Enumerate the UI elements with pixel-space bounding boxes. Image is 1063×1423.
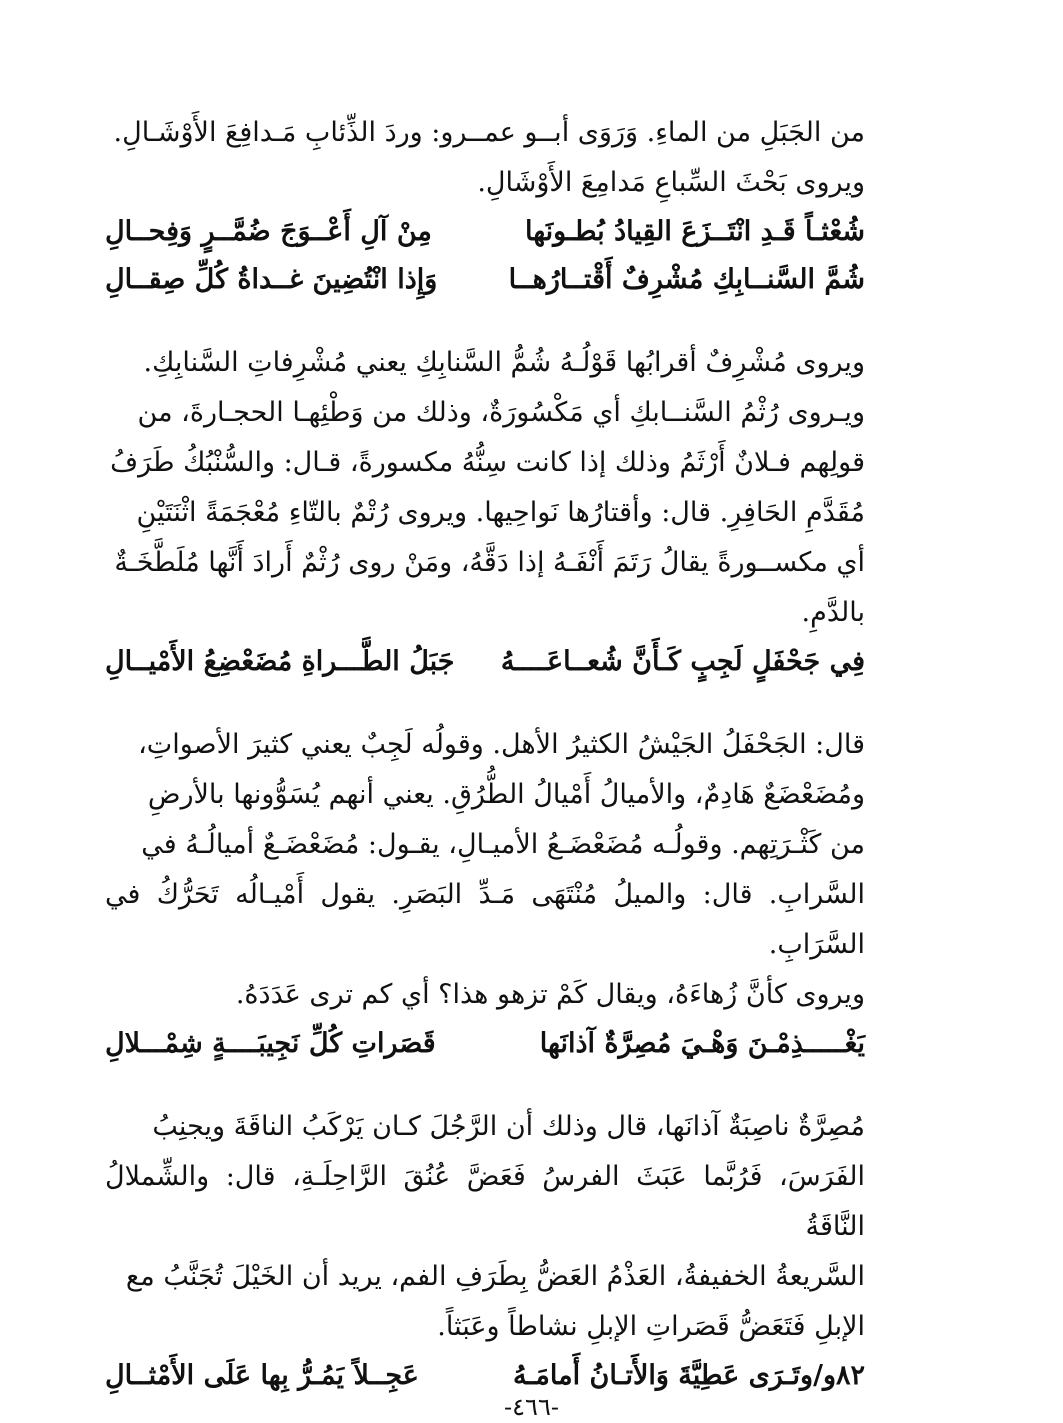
verse-first-hemistich: فِي جَحْفَلٍ لَجِبٍ كَـأَنَّ شُعــاعَــــهُ [500,646,865,677]
verse-line-2 [105,256,865,304]
prose-paragraph-4 [105,1102,865,1352]
prose-line: مُقَدَّمِ الحَافِرِ. قال: وأقتارُها نَواحِيها. ويروى رُتْمٌ بالتّاءِ مُعْجَمَةً اثْنَتَيْنِ [136,497,865,528]
verse-second-hemistich: قَصَراتِ كُلِّ نَجِيبَــــةٍ شِمْـــلالِ [105,1028,436,1059]
prose-line: السَّرابِ. قال: والميلُ مُنْتَهَى مَـدِّ البَصَرِ. يقول أَمْيـالُه تَحَرُّكُ في السَّرَابِ. [105,879,865,960]
verse-first-hemistich: شُعْثـاً قَـدِ انْتَــزَعَ القِيادُ بُطـونَها [524,216,865,247]
verse-line-3 [105,638,865,686]
verse-line-4 [105,1020,865,1068]
prose-line: أي مكســورةً يقالُ رَتَمَ أَنْفَـهُ إذا دَقَّهُ، ومَنْ روى رُثْمٌ أَرادَ أَنَّها مُلَطَّخَـةٌ [114,547,865,578]
prose-line: ويروى كأنَّ زُهاءَهُ، ويقال كَمْ تزهو هذا؟ أي كم ترى عَدَدَهُ. [235,979,865,1010]
prose-line: ويـروى رُثْمُ السَّنــابكِ أي مَكْسُورَةٌ، وذلك من وَطْئِهـا الحجـارةَ، من [137,397,865,428]
prose-line: مُصِرَّةٌ ناصِبَةٌ آذانَها، قال وذلك أن الرَّجُلَ كـان يَرْكَبُ الناقَةَ ويجنِبُ [152,1111,865,1142]
prose-line: قال: الجَحْفَلُ الجَيْشُ الكثيرُ الأهل. وقولُه لَجِبٌ يعني كثيرَ الأصواتِ، [138,729,865,760]
prose-paragraph-3 [105,720,865,1020]
prose-line: قولِهم فـلانٌ أَرْثَمُ وذلك إذا كانت سِنُّهُ مكسورةً، قـال: والسُّنْبُكُ طَرَفُ [110,447,865,478]
verse-first-hemistich: ٨٢و/وتَـرَى عَطِيَّةَ وَالأَتـانُ أَمامَـهُ [513,1360,865,1391]
verse-second-hemistich: مِنْ آلِ أَعْــوَجَ ضُمَّــرٍ وَفِحــالِ [105,216,432,247]
verse-line-1 [105,208,865,256]
prose-line: من كَثْـرَتِهم. وقولُـه مُضَعْضَـعُ الأميـالِ، يقـول: مُضَعْضَـعٌ أميالُـهُ في [141,829,865,860]
prose-line: ويروى بَحْثَ السِّباعِ مَدامِعَ الأَوْشَالِ. [477,167,865,198]
verse-first-hemistich: شُمَّ السَّنــابِكِ مُشْرِفٌ أَقْتــارُهــا [508,264,865,295]
verse-second-hemistich: عَجِــلاً يَمُـرُّ بِها عَلَى الأَمْثــالِ [105,1360,419,1391]
prose-line: الفَرَسَ، فَرُبَّما عَبَثَ الفرسُ فَعَضَّ عُنُقَ الرَّاحِلَـةِ، قال: والشِّملالُ النَّاقَةُ [105,1161,865,1242]
prose-line: السَّريعةُ الخفيفةُ، العَذْمُ العَضُّ بِطَرَفِ الفم، يريد أن الخَيْلَ تُجَنَّبُ مع [125,1261,865,1292]
verse-second-hemistich: وَإِذا انْتُضِينَ غــداةُ كُلِّ صِقــالِ [105,264,438,295]
verse-second-hemistich: جَبَلُ الطَّـــراةِ مُضَعْضِعُ الأَمْيــالِ [105,646,455,677]
prose-line: ويروى مُشْرِفٌ أقرابُها قَوْلُـهُ شُمُّ السَّنابِكِ يعني مُشْرِفاتِ السَّنابِكِ. [143,347,865,378]
prose-paragraph-2 [105,338,865,638]
prose-line: بالدَّمِ. [801,597,865,628]
prose-paragraph-1 [105,108,865,208]
page-body [105,108,865,1400]
prose-line: ومُضَعْضَعٌ هَادِمٌ، والأميالُ أَمْيالُ الطُّرُقِ. يعني أنهم يُسَوُّونها بالأرضِ [147,779,865,810]
prose-line: من الجَبَلِ من الماءِ. وَرَوَى أبــو عمــرو: وردَ الذِّئابِ مَـدافِعَ الأَوْشَـالِ. [113,117,865,148]
verse-first-hemistich: يَغْـــــذِمْـنَ وَهْـيَ مُصِرَّةٌ آذانَها [539,1028,865,1059]
prose-line: الإبلِ فَتَعَضُّ قَصَراتِ الإبلِ نشاطاً وعَبَثاً. [437,1311,865,1342]
page-number: -٤٦٦- [504,1393,559,1421]
